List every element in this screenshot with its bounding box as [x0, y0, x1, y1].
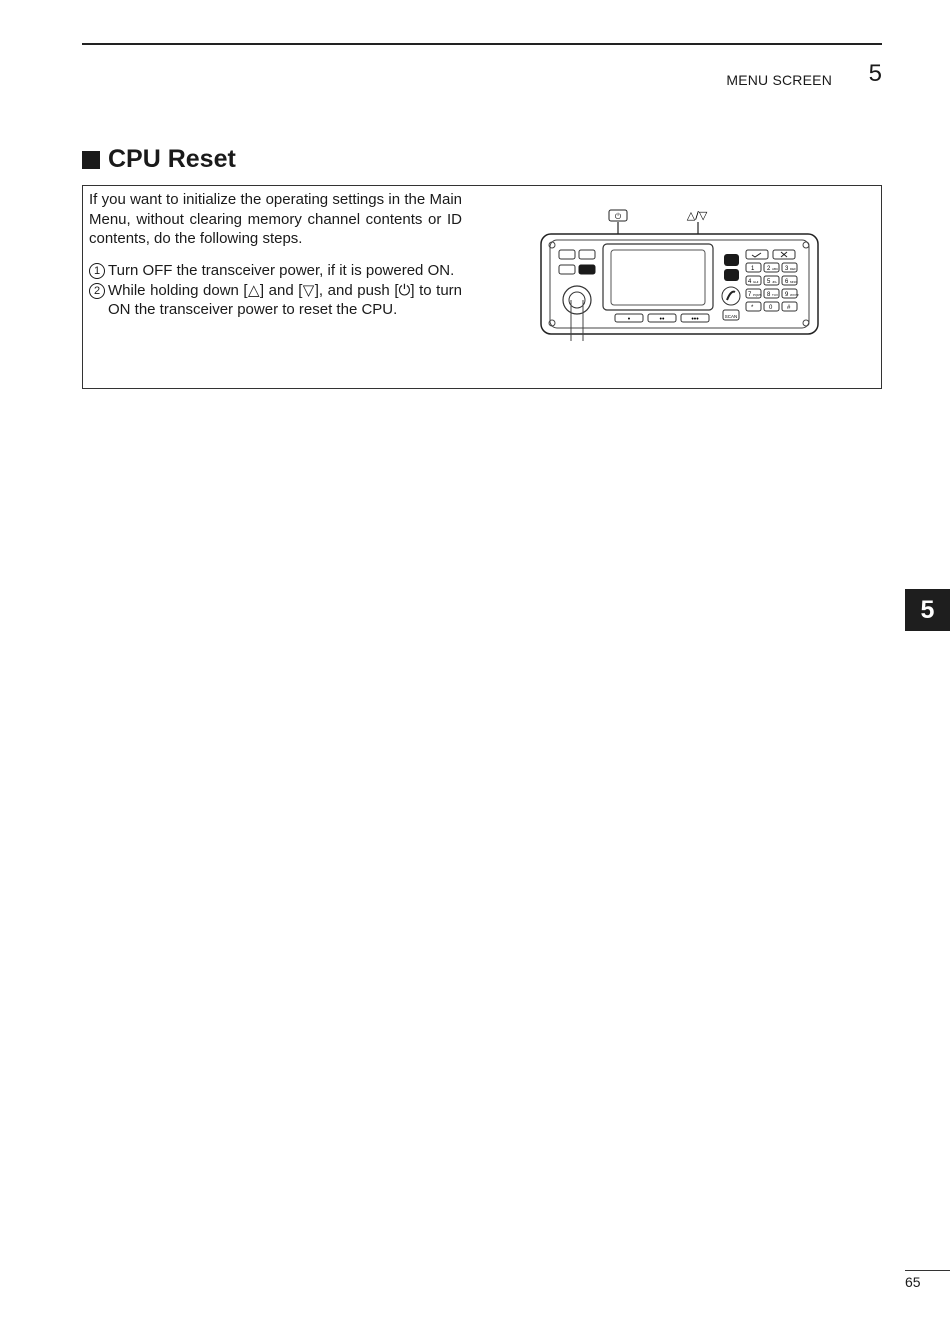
key-sub-label: DEF	[790, 267, 796, 271]
chapter-number: 5	[868, 60, 882, 87]
volume-button	[559, 250, 575, 259]
key-sub-label: JKL	[772, 280, 778, 284]
up-button	[724, 254, 739, 266]
key-sub-label: TUV	[772, 293, 778, 297]
running-head: MENU SCREEN	[726, 72, 832, 88]
up-down-callout: △/▽	[686, 209, 708, 222]
key-label: #	[787, 305, 791, 311]
soft-key-3-label: •••	[691, 316, 699, 323]
soft-key-1-label: •	[627, 316, 631, 323]
key-label: 8	[767, 292, 771, 298]
transceiver-diagram	[538, 204, 828, 349]
steps-list	[89, 261, 462, 320]
key-label: 6	[785, 279, 789, 285]
step-text: While holding down [△] and [▽], and push [⏻] to turn ON the transceiver power to reset the CPU.	[108, 281, 462, 318]
key-label: 9	[785, 292, 789, 298]
chapter-side-tab: 5	[905, 589, 950, 631]
bottom-rule	[905, 1270, 950, 1271]
key-label: 5	[767, 279, 771, 285]
top-rule	[82, 43, 882, 45]
key-sub-label: MNO	[790, 280, 797, 284]
key-star	[746, 302, 761, 311]
key-label: 0	[769, 305, 773, 311]
display-screen	[611, 250, 705, 305]
emergency-button	[579, 250, 595, 259]
key-sub-label: ABC	[772, 267, 779, 271]
key-label: 4	[748, 279, 752, 285]
square-bullet-icon	[82, 151, 100, 169]
ok-button	[746, 250, 768, 259]
power-icon: ⏻	[614, 212, 622, 221]
key-label: 7	[748, 292, 752, 298]
key-sub-label: GHI	[753, 280, 759, 284]
step-item	[89, 261, 462, 281]
step-number: 1	[89, 263, 105, 279]
step-item	[89, 281, 462, 320]
down-button	[724, 269, 739, 281]
key-label: *	[751, 305, 754, 311]
section-title-text: CPU Reset	[108, 145, 236, 173]
step-text: Turn OFF the transceiver power, if it is powered ON.	[108, 262, 455, 279]
key-label: 3	[785, 266, 789, 272]
back-button	[559, 265, 575, 274]
power-button	[579, 265, 595, 274]
intro-paragraph: If you want to initialize the operating settings in the Main Menu, without clearing memory channel contents or ID contents, do the following steps.	[89, 191, 462, 247]
key-label: 1	[751, 266, 755, 272]
content-box	[82, 185, 882, 389]
page-number: 65	[905, 1274, 921, 1290]
key-sub-label: PQRS	[753, 293, 762, 297]
call-icon	[722, 287, 740, 305]
scan-label: SCAN	[724, 314, 738, 319]
key-sub-label: WXYZ	[790, 293, 799, 297]
key-label: 2	[767, 266, 771, 272]
soft-key-2-label: ••	[659, 316, 665, 323]
step-number: 2	[89, 283, 105, 299]
section-title	[82, 145, 236, 174]
